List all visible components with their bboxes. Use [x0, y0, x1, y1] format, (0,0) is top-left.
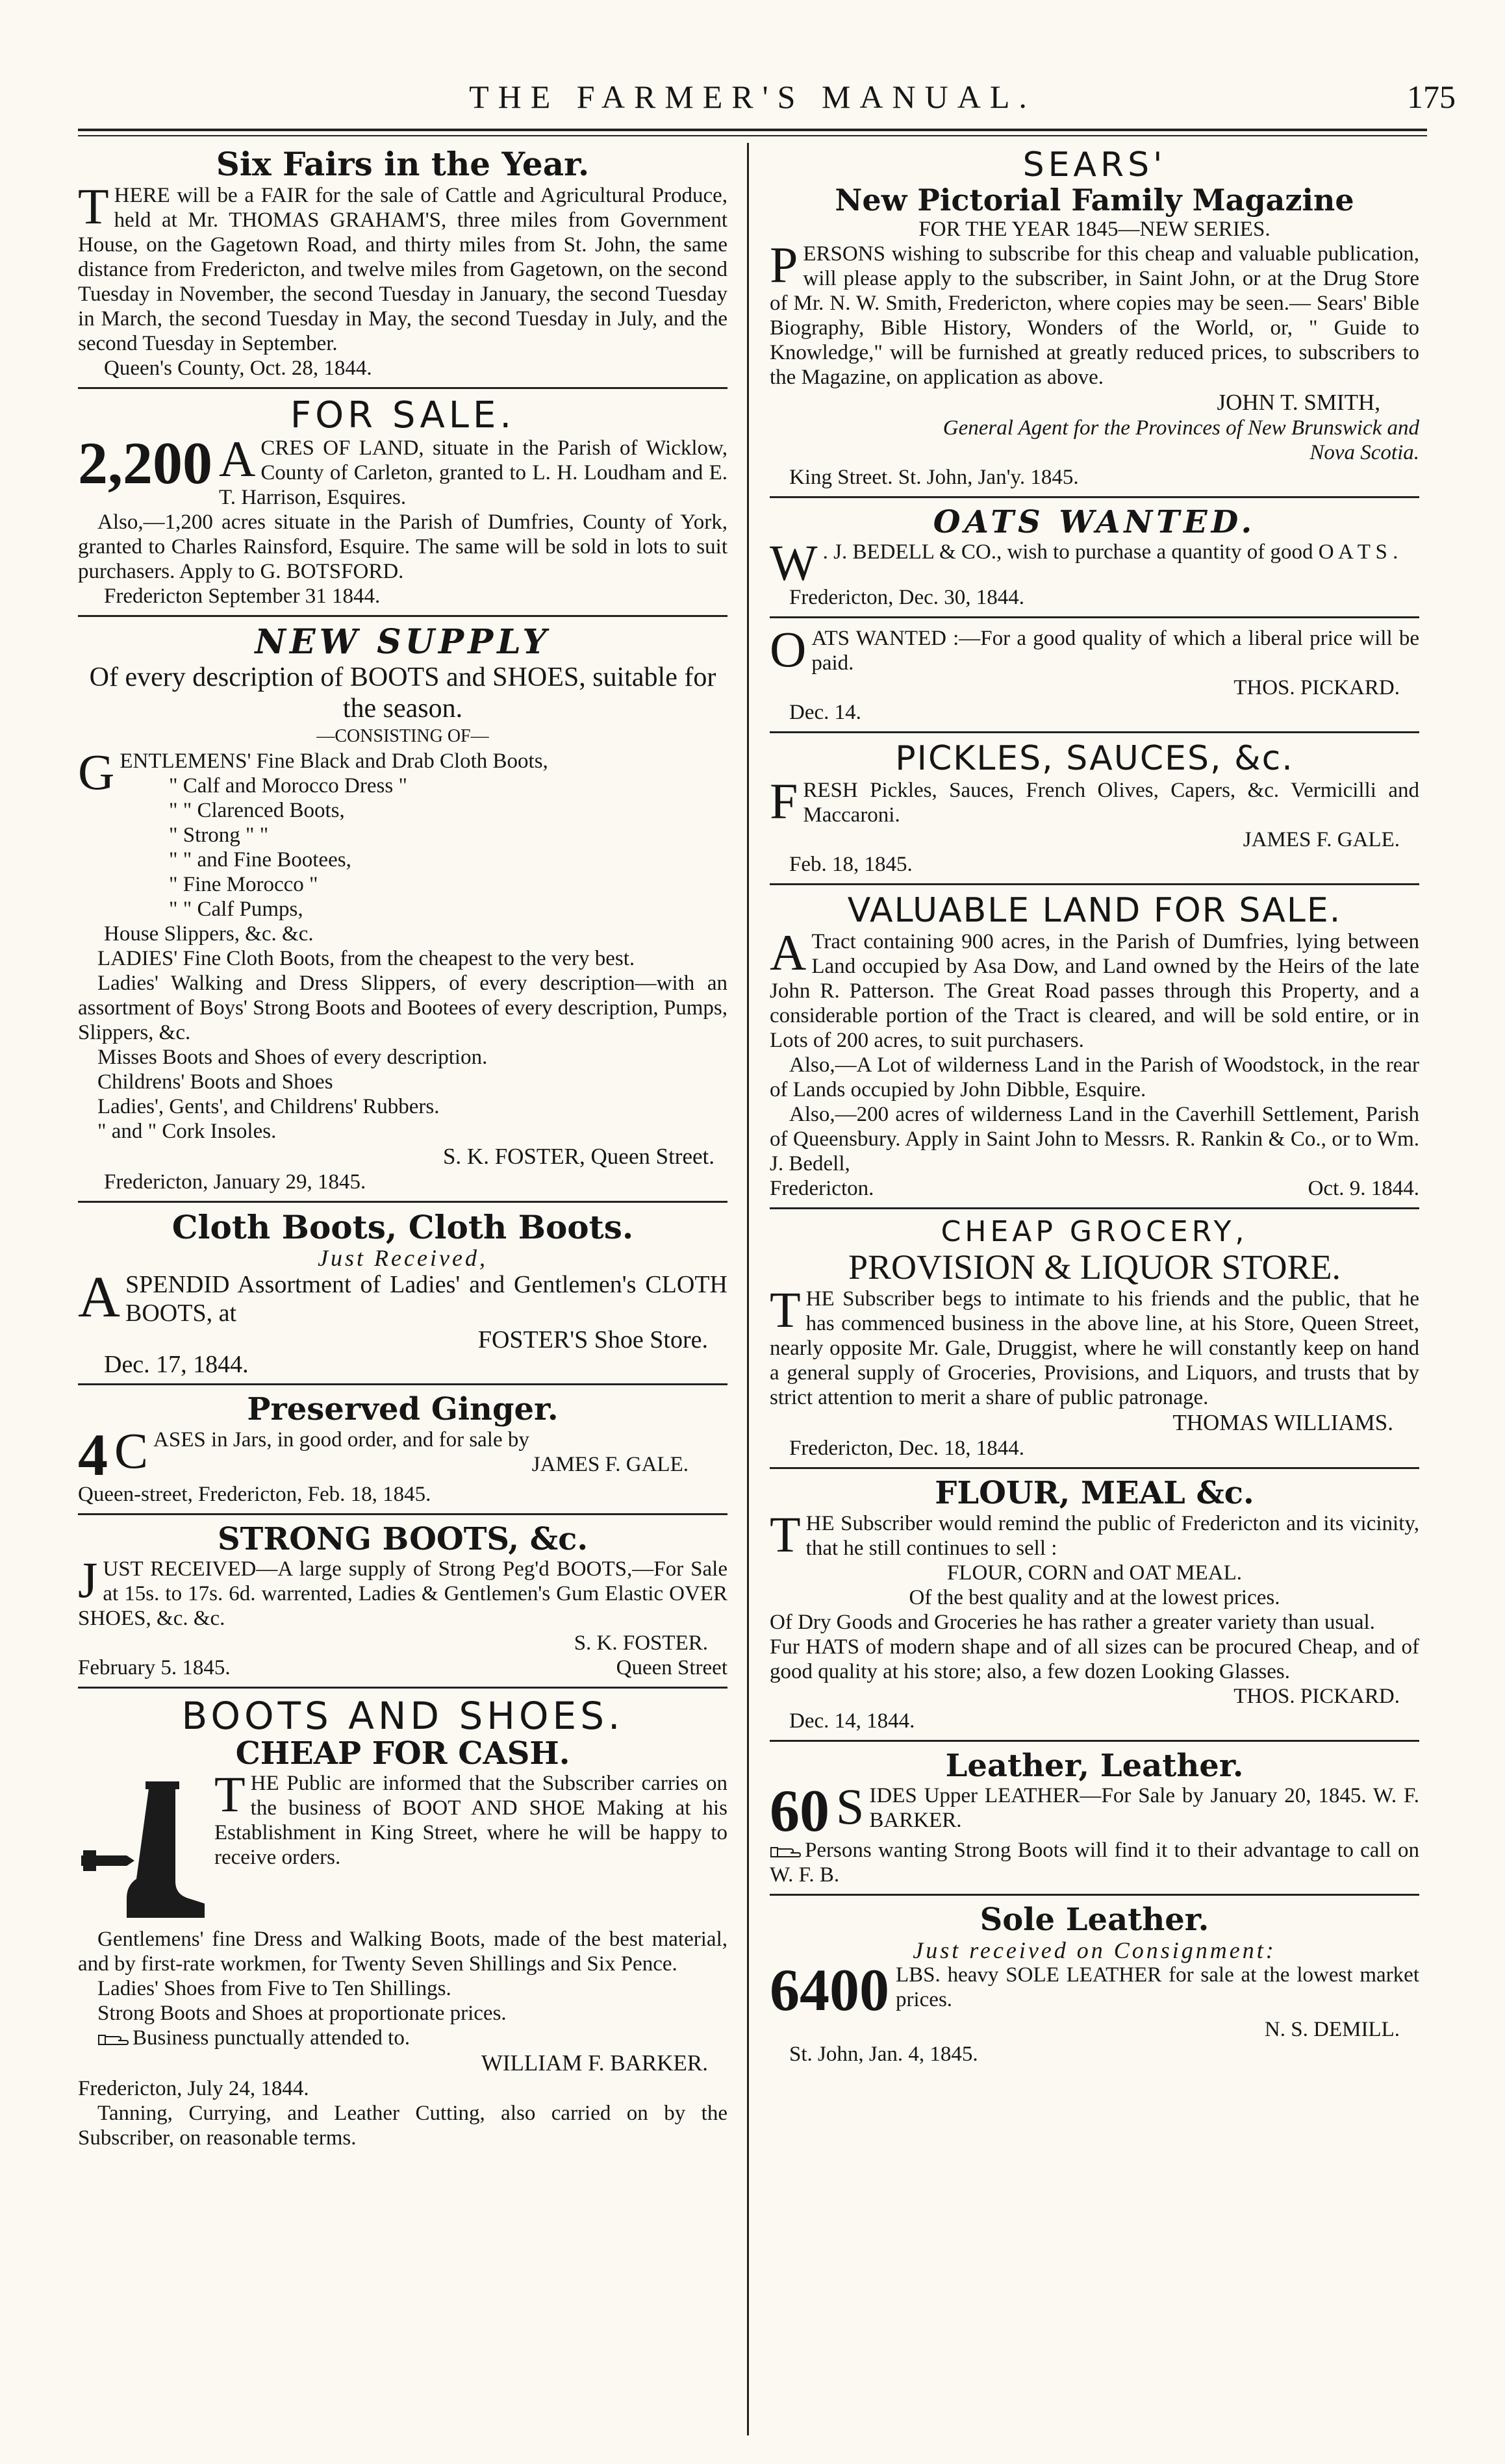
ad-store: FOSTER'S Shoe Store.	[477, 1326, 708, 1354]
big-number: 60	[770, 1778, 829, 1844]
ad-seller: JAMES F. GALE.	[1243, 827, 1400, 851]
ad-signoff: Feb. 18, 1845.	[789, 852, 913, 876]
ad-sears-magazine	[770, 147, 1419, 490]
ad-new-supply	[78, 622, 727, 1194]
running-head	[0, 78, 1505, 123]
ad-body-2: Gentlemens' fine Dress and Walking Boots, made of the best material, and by first-rate workmen, for Twenty Seven Shillings and Six Pence.	[78, 1928, 727, 1976]
ad-body-2: Of Dry Goods and Groceries he has rather a greater variety than usual.	[770, 1610, 1375, 1634]
ad-boots-and-shoes	[78, 1696, 727, 2150]
ad-signature: S. K. FOSTER, Queen Street.	[442, 1143, 715, 1169]
boot-icon	[78, 1778, 208, 1927]
ad-signoff: Fredericton.	[770, 1177, 874, 1201]
ad-signature: JOHN T. SMITH,	[1217, 389, 1380, 415]
ad-six-fairs	[78, 147, 727, 381]
dropcap: G	[78, 743, 115, 800]
ad-title-2: PROVISION & LIQUOR STORE.	[848, 1247, 1341, 1287]
dropcap: F	[770, 772, 798, 829]
ad-just-received: Just received on Consignment:	[913, 1937, 1276, 1963]
ad-body: ERSONS wishing to subscribe for this cheap and valuable publication, will please apply to the subscriber, in Saint John, or at the Drug Store of Mr. N. W. Smith, Fredericton, where copies may be seen.— Sears' Bible Biography, Bible History, Wonders of the World, or, " Guide to Knowledge," will be furnished at greatly reduced prices, to subscribers to the Magazine, on application as above.	[770, 242, 1419, 389]
ad-line: LADIES' Fine Cloth Boots, from the cheapest to the very best.	[97, 946, 635, 970]
dropcap: A	[770, 924, 807, 981]
page-number: 175	[1407, 79, 1456, 115]
divider	[78, 615, 727, 617]
ad-signoff: Fredericton, Dec. 18, 1844.	[789, 1437, 1024, 1461]
ad-line: " " and Fine Bootees,	[169, 848, 351, 872]
ad-line: " " Calf Pumps,	[169, 897, 303, 921]
ad-strong-boots	[78, 1520, 727, 1680]
ad-signoff-date: Oct. 9. 1844.	[1308, 1177, 1419, 1201]
dropcap: T	[78, 177, 109, 234]
page-title: THE FARMER'S MANUAL.	[469, 79, 1036, 115]
ad-body-5: Business punctually attended to.	[133, 2026, 411, 2050]
ad-title: VALUABLE LAND FOR SALE.	[847, 890, 1342, 930]
divider	[770, 496, 1419, 498]
divider	[770, 1740, 1419, 1742]
ad-signoff: St. John, Jan. 4, 1845.	[789, 2042, 978, 2066]
ad-seller: THOS. PICKARD.	[1233, 676, 1400, 700]
dropcap: A	[219, 431, 256, 488]
ad-title: FLOUR, MEAL &c.	[935, 1475, 1254, 1512]
ad-signature: THOMAS WILLIAMS.	[1172, 1410, 1393, 1436]
ad-signoff: King Street. St. John, Jan'y. 1845.	[789, 465, 1079, 489]
ad-subtitle: CHEAP FOR CASH.	[235, 1735, 570, 1772]
ad-flour-meal	[770, 1477, 1419, 1733]
dropcap: T	[214, 1766, 246, 1823]
divider	[770, 1207, 1419, 1209]
ad-line: " Calf and Morocco Dress "	[169, 773, 407, 798]
ad-title: Preserved Ginger.	[247, 1391, 559, 1428]
ad-signoff: Fredericton, January 29, 1845.	[104, 1170, 366, 1194]
dropcap: T	[770, 1281, 801, 1339]
ad-signoff: Dec. 14, 1844.	[789, 1709, 915, 1733]
ad-body-2: Also,—A Lot of wilderness Land in the Parish of Woodstock, in the rear of Lands occupied by John Dibble, Esquire.	[770, 1053, 1419, 1102]
divider	[770, 616, 1419, 618]
ad-just-received: Just Received,	[318, 1245, 488, 1272]
ad-title: FOR SALE.	[290, 394, 516, 436]
big-number: 2,200	[78, 430, 212, 497]
ad-cheap-grocery	[770, 1217, 1419, 1461]
dropcap: T	[770, 1505, 801, 1563]
ad-body: HE Subscriber would remind the public of Fredericton and its vicinity, that he still continues to sell :	[805, 1511, 1419, 1560]
divider	[770, 1467, 1419, 1469]
ad-body: . J. BEDELL & CO., wish to purchase a quantity of good O A T S .	[822, 540, 1398, 564]
ad-line: " " Clarenced Boots,	[169, 798, 345, 822]
ad-seller: THOS. PICKARD.	[1233, 1684, 1400, 1708]
ad-title: STRONG BOOTS, &c.	[217, 1520, 588, 1557]
ad-for-sale	[78, 394, 727, 609]
ad-oats-pickard	[770, 621, 1419, 725]
pointing-hand-icon	[770, 1844, 801, 1861]
ad-signoff: February 5. 1845.	[78, 1656, 231, 1680]
ad-line: " Strong " "	[169, 823, 269, 847]
ad-agent: General Agent for the Provinces of New Brunswick and Nova Scotia.	[942, 416, 1419, 464]
big-number: 6400	[770, 1956, 889, 2023]
ad-body: Tract containing 900 acres, in the Parish of Dumfries, lying between Land occupied by Asa Dow, and Land owned by the Heirs of the late John R. Patterson. The Great Road passes through this Property, and a considerable portion of the Tract is cleared, and will be sold entire, or in Lots of 200 acres, to suit purchasers.	[770, 930, 1419, 1053]
ad-body: IDES Upper LEATHER—For Sale by January 20, 1845. W. F. BARKER.	[869, 1784, 1419, 1833]
ad-title: SEARS'	[1022, 145, 1167, 184]
ad-title: BOOTS AND SHOES.	[181, 1694, 624, 1739]
ad-cloth-boots	[78, 1207, 727, 1379]
ad-subtitle: FOR THE YEAR 1845—NEW SERIES.	[918, 217, 1271, 241]
ad-preserved-ginger	[78, 1393, 727, 1506]
ad-signoff: Fredericton, Dec. 30, 1844.	[789, 586, 1024, 610]
ad-title: Sole Leather.	[980, 1902, 1209, 1939]
ad-line: House Slippers, &c. &c.	[104, 922, 314, 946]
ad-line: " Fine Morocco "	[169, 872, 318, 896]
ad-body: ASES in Jars, in good order, and for sale by	[153, 1427, 529, 1452]
divider	[78, 1513, 727, 1515]
ad-title: Six Fairs in the Year.	[216, 145, 590, 183]
ad-title: OATS WANTED.	[933, 503, 1256, 540]
ad-body-3: Ladies' Shoes from Five to Ten Shillings.	[97, 1977, 451, 2001]
ad-body: HE Subscriber begs to intimate to his friends and the public, that he has commenced business in the above line, at his Store, Queen Street, nearly opposite Mr. Gale, Druggist, where he will constantly keep on hand a general supply of Groceries, Provisions, and Liquors, and trusts that by strict attention to merit a share of public patronage.	[770, 1287, 1419, 1410]
ad-body-3: Fur HATS of modern shape and of all sizes can be procured Cheap, and of good quality at his store; also, a few dozen Looking Glasses.	[770, 1635, 1419, 1683]
dropcap: A	[78, 1265, 120, 1330]
divider	[78, 1383, 727, 1385]
ad-seller: S. K. FOSTER.	[574, 1631, 708, 1655]
ad-body: SPENDID Assortment of Ladies' and Gentlemen's CLOTH BOOTS, at	[125, 1271, 727, 1327]
ad-seller: JAMES F. GALE.	[531, 1452, 689, 1476]
ad-seller: N. S. DEMILL.	[1264, 2017, 1400, 2041]
ad-sole-leather	[770, 1904, 1419, 2066]
ad-signoff: Fredericton, July 24, 1844.	[78, 2077, 309, 2101]
ad-signoff: Dec. 14.	[789, 701, 861, 725]
ad-line: ENTLEMENS' Fine Black and Drab Cloth Boots,	[120, 749, 548, 773]
ad-body: LBS. heavy SOLE LEATHER for sale at the lowest market prices.	[896, 1963, 1419, 2011]
ad-body: UST RECEIVED—A large supply of Strong Peg'd BOOTS,—For Sale at 15s. to 17s. 6d. warrented, Ladies & Gentlemen's Gum Elastic OVER SHOES, &c. &c.	[78, 1557, 727, 1631]
dropcap: S	[836, 1778, 865, 1835]
header-rule-thin	[78, 135, 1427, 136]
right-column	[770, 146, 1419, 2067]
ad-footer: Tanning, Currying, and Leather Cutting, also carried on by the Subscriber, on reasonable terms.	[78, 2102, 727, 2150]
dropcap: P	[770, 236, 798, 293]
ad-signoff-place: Queen Street	[616, 1656, 727, 1680]
ad-title-2: New Pictorial Family Magazine	[835, 182, 1354, 218]
divider	[78, 387, 727, 389]
ad-oats-wanted	[770, 503, 1419, 610]
header-rule	[78, 129, 1427, 131]
divider	[770, 883, 1419, 885]
ad-body-2: Also,—1,200 acres situate in the Parish of Dumfries, County of York, granted to Charles Rainsford, Esquire. The same will be sold in lots to suit purchasers. Apply to G. BOTSFORD.	[78, 510, 727, 584]
ad-signature: WILLIAM F. BARKER.	[481, 2050, 708, 2076]
dropcap: O	[770, 621, 807, 678]
ad-title: Leather, Leather.	[945, 1747, 1244, 1784]
big-number: 4	[78, 1421, 108, 1488]
left-column	[78, 146, 727, 2150]
ad-title: NEW SUPPLY	[255, 622, 551, 662]
ad-line: Ladies', Gents', and Childrens' Rubbers.	[97, 1094, 440, 1118]
ad-line-2: Of the best quality and at the lowest prices.	[909, 1585, 1280, 1609]
ad-line: " and " Cork Insoles.	[97, 1119, 277, 1143]
divider	[78, 1201, 727, 1203]
divider	[78, 1687, 727, 1689]
ad-body: HERE will be a FAIR for the sale of Cattle and Agricultural Produce, held at Mr. THOMAS GRAHAM'S, three miles from Government House, on the Gagetown Road, and thirty miles from St. John, the same distance from Fredericton, and twelve miles from Gagetown, on the second Tuesday in November, the second Tuesday in January, the second Tuesday in March, the second Tuesday in May, the second Tuesday in July, and the second Tuesday in September.	[78, 183, 727, 355]
ad-signoff: Fredericton September 31 1844.	[104, 585, 381, 609]
ad-title: PICKLES, SAUCES, &c.	[895, 739, 1294, 779]
ad-body-4: Strong Boots and Shoes at proportionate prices.	[97, 2002, 507, 2026]
dropcap: J	[78, 1552, 98, 1609]
ad-body: RESH Pickles, Sauces, French Olives, Capers, &c. Vermicilli and Maccaroni.	[803, 778, 1419, 827]
ad-consisting: —CONSISTING OF—	[316, 725, 489, 746]
ad-body: HE Public are informed that the Subscriber carries on the business of BOOT AND SHOE Making at his Establishment in King Street, where he will be happy to receive orders.	[214, 1772, 727, 1870]
ad-line: Ladies' Walking and Dress Slippers, of every description—with an assortment of Boys' Strong Boots and Bootees of every description, Pumps, Slippers, &c.	[78, 971, 727, 1044]
pointing-hand-icon	[97, 2031, 129, 2048]
dropcap: W	[770, 534, 818, 592]
ad-signoff: Queen's County, Oct. 28, 1844.	[104, 356, 372, 380]
ad-body-2: Persons wanting Strong Boots will find it to their advantage to call on W. F. B.	[770, 1839, 1419, 1887]
divider	[770, 731, 1419, 733]
ad-body: ATS WANTED :—For a good quality of which a liberal price will be paid.	[811, 627, 1419, 675]
ad-body-3: Also,—200 acres of wilderness Land in the Caverhill Settlement, Parish of Queensbury. Apply in Saint John to Messrs. R. Rankin & Co., or to Wm. J. Bedell,	[770, 1103, 1419, 1176]
ad-title: CHEAP GROCERY,	[941, 1215, 1248, 1249]
ad-signoff: Dec. 17, 1844.	[104, 1351, 249, 1379]
ad-valuable-land	[770, 890, 1419, 1201]
ad-line: Childrens' Boots and Shoes	[97, 1070, 333, 1094]
divider	[770, 1894, 1419, 1896]
ad-line-1: FLOUR, CORN and OAT MEAL.	[946, 1561, 1243, 1585]
ad-signoff: Queen-street, Fredericton, Feb. 18, 1845.	[78, 1482, 431, 1506]
column-divider	[747, 143, 749, 2435]
dropcap: C	[114, 1422, 149, 1479]
ad-title: Cloth Boots, Cloth Boots.	[171, 1207, 634, 1246]
ad-body: CRES OF LAND, situate in the Parish of Wicklow, County of Carleton, granted to L. H. Loudham and E. T. Harrison, Esquires.	[219, 436, 727, 510]
ad-line: Misses Boots and Shoes of every description.	[97, 1045, 488, 1069]
ad-leather	[770, 1747, 1419, 1887]
ad-pickles	[770, 741, 1419, 877]
ad-subtitle: Of every description of BOOTS and SHOES, suitable for the season.	[89, 662, 716, 723]
